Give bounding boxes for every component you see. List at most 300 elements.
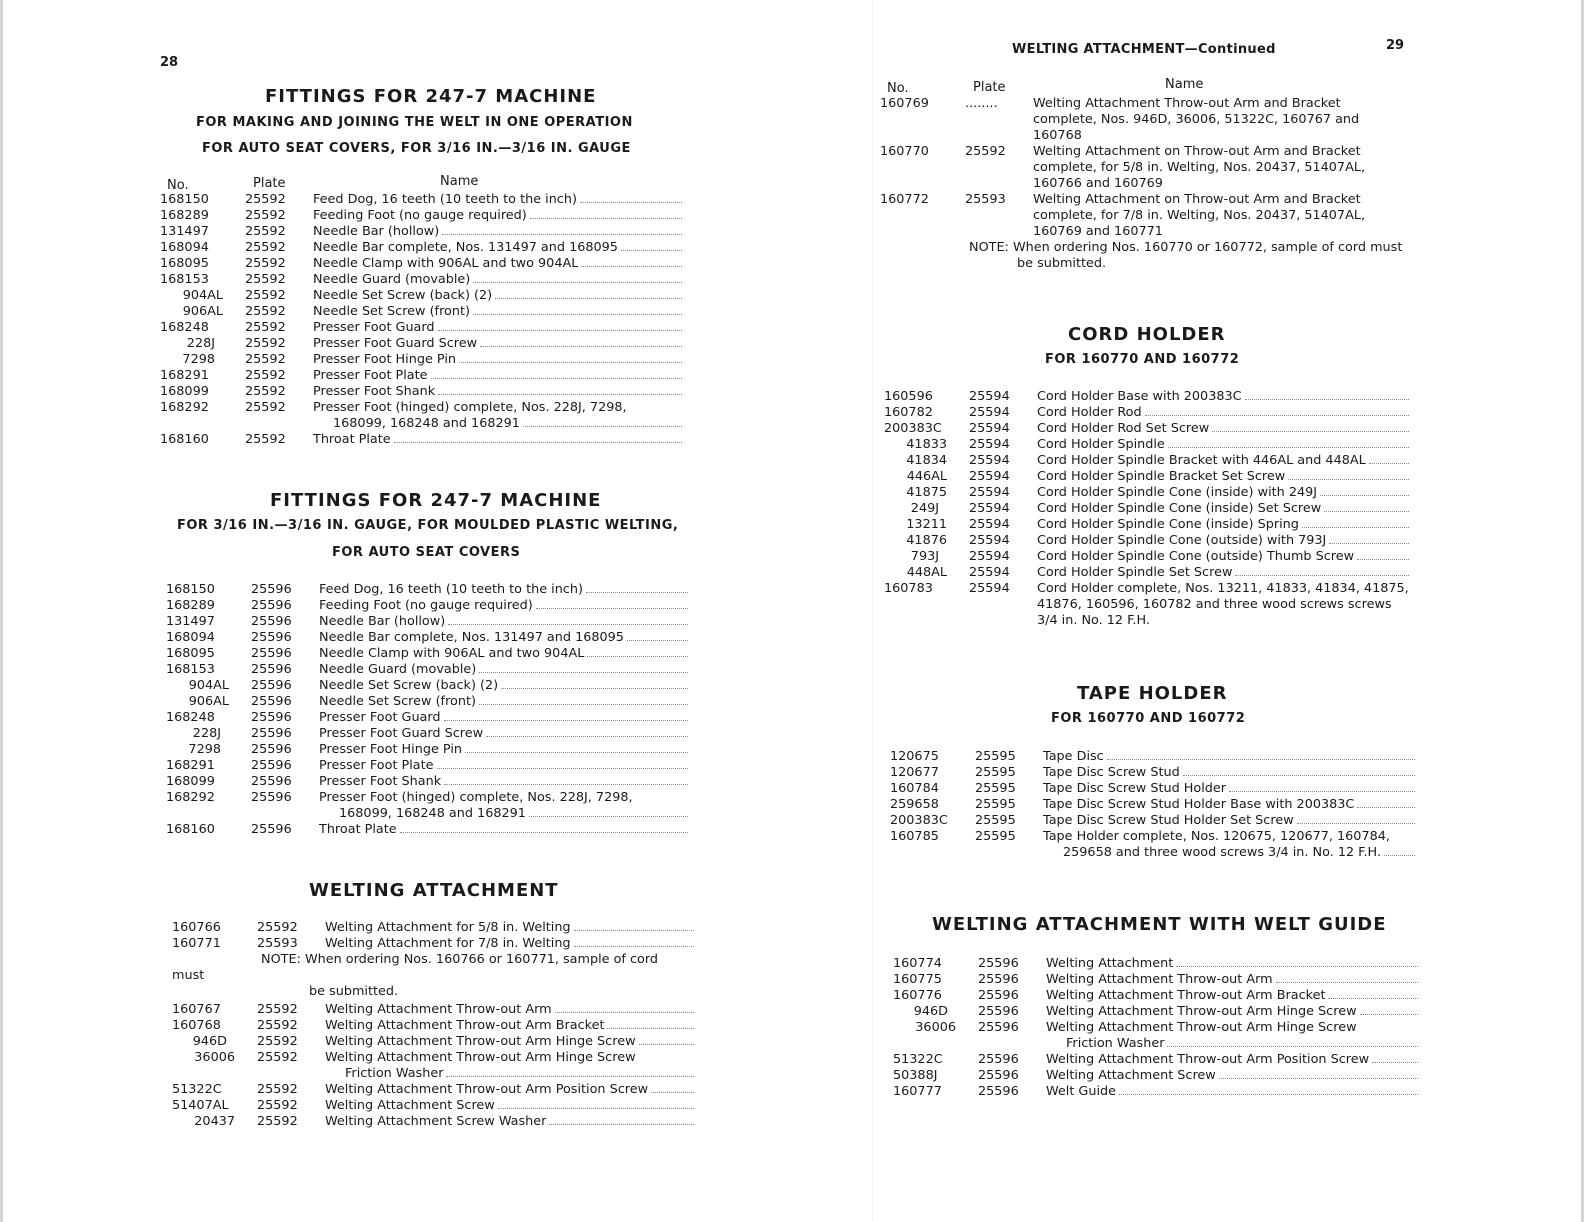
part-number: 120677 <box>890 765 939 780</box>
parts-row <box>160 240 682 256</box>
parts-row-continuation <box>172 1066 694 1082</box>
plate-number: 25592 <box>245 336 286 351</box>
part-number: 200383C <box>884 421 942 436</box>
part-name-cell <box>319 806 688 822</box>
plate-number: 25596 <box>978 988 1019 1003</box>
plate-number: 25596 <box>251 726 292 741</box>
part-number: 446AL <box>906 469 947 484</box>
plate-number: 25592 <box>245 208 286 223</box>
dot-leader <box>1357 807 1415 808</box>
plate-number: 25592 <box>257 1002 298 1017</box>
note-label-right: NOTE: <box>969 240 1009 255</box>
plate-number: 25596 <box>251 758 292 773</box>
part-name-cell <box>325 1066 694 1082</box>
part-name: Presser Foot Guard Screw <box>319 726 484 741</box>
part-name-cell <box>319 630 688 646</box>
dot-leader <box>465 752 688 753</box>
dot-leader <box>1372 1062 1418 1063</box>
dot-leader <box>1167 1046 1418 1047</box>
parts-row <box>884 405 1409 421</box>
plate-number: 25592 <box>245 272 286 287</box>
part-name: Welting Attachment Throw-out Arm Hinge Screw <box>1046 1004 1357 1019</box>
part-number: 120675 <box>890 749 939 764</box>
plate-number: 25596 <box>251 790 292 805</box>
dot-leader <box>536 608 688 609</box>
part-name-cell <box>1043 749 1415 765</box>
dot-leader <box>442 234 682 235</box>
part-name: Needle Bar (hollow) <box>319 614 446 629</box>
plate-number: 25592 <box>257 1050 298 1065</box>
parts-row <box>890 765 1415 781</box>
parts-row <box>166 774 688 790</box>
plate-number: 25594 <box>969 549 1010 564</box>
parts-table-fittings-2 <box>166 582 688 838</box>
part-name: Needle Guard (movable) <box>313 272 471 287</box>
part-number: 906AL <box>182 304 223 319</box>
part-name-cell <box>325 936 694 952</box>
part-number: 160772 <box>880 192 929 207</box>
plate-number: 25592 <box>245 400 286 415</box>
parts-row <box>890 813 1415 829</box>
parts-row <box>884 549 1409 565</box>
dot-leader <box>530 218 682 219</box>
plate-number: 25595 <box>975 749 1016 764</box>
part-number: 160775 <box>893 972 942 987</box>
plate-number: 25596 <box>251 582 292 597</box>
plate-number: 25596 <box>251 822 292 837</box>
parts-row <box>172 1002 694 1018</box>
plate-number: 25594 <box>969 469 1010 484</box>
parts-row <box>166 598 688 614</box>
blank-no <box>160 416 245 432</box>
part-name-cell <box>1046 1052 1418 1068</box>
part-name-cell <box>1046 1036 1418 1052</box>
part-name-continuation: Friction Washer <box>345 1066 444 1081</box>
part-name-cell <box>313 368 682 384</box>
parts-row <box>166 742 688 758</box>
part-name-cell <box>319 646 688 662</box>
dot-leader <box>444 720 688 721</box>
dot-leader <box>639 1044 694 1045</box>
dot-leader <box>1288 479 1409 480</box>
dot-leader <box>1384 855 1415 856</box>
plate-number: 25592 <box>245 240 286 255</box>
part-name-cell <box>1046 1020 1418 1036</box>
part-number: 168291 <box>160 368 209 383</box>
plate-number: 25594 <box>969 389 1010 404</box>
part-name: Cord Holder complete, Nos. 13211, 41833, 41834, 41875, 41876, 160596, 160782 and three wood screws screws 3/4 in. No. 12 F.H. <box>1037 581 1409 628</box>
parts-row <box>160 224 682 240</box>
parts-row <box>160 304 682 320</box>
part-name-cell <box>325 1114 694 1130</box>
part-name-cell <box>1037 517 1409 533</box>
parts-row <box>160 192 682 208</box>
part-name: Cord Holder Spindle <box>1037 437 1165 452</box>
part-name-cell <box>313 320 682 336</box>
part-number: 160767 <box>172 1002 221 1017</box>
plate-number: 25596 <box>251 774 292 789</box>
part-number: 168099 <box>166 774 215 789</box>
dot-leader <box>473 314 682 315</box>
part-number: 36006 <box>194 1050 235 1065</box>
part-number: 168095 <box>166 646 215 661</box>
dot-leader <box>1297 823 1415 824</box>
part-name: Presser Foot Hinge Pin <box>319 742 462 757</box>
dot-leader <box>431 378 682 379</box>
parts-row <box>166 790 688 806</box>
part-name-cell <box>1043 765 1415 781</box>
plate-number: 25596 <box>978 1020 1019 1035</box>
part-name-cell <box>1037 469 1409 485</box>
part-name-cell <box>1043 781 1415 797</box>
part-number: 160768 <box>172 1018 221 1033</box>
section-subtitle-cord-holder: FOR 160770 AND 160772 <box>1045 352 1240 367</box>
part-name: Welting Attachment Throw-out Arm <box>325 1002 552 1017</box>
part-name: Cord Holder Spindle Cone (inside) Spring <box>1037 517 1299 532</box>
dot-leader <box>549 1124 694 1125</box>
plate-number: 25596 <box>251 630 292 645</box>
plate-number: 25596 <box>251 614 292 629</box>
plate-number: 25592 <box>245 320 286 335</box>
plate-number: 25594 <box>969 437 1010 452</box>
part-number: 160776 <box>893 988 942 1003</box>
part-name-continuation: 259658 and three wood screws 3/4 in. No. 12 F.H. <box>1063 845 1382 860</box>
part-name-cell <box>1037 421 1409 437</box>
part-name-cell <box>1046 988 1418 1004</box>
part-name-cell <box>1037 501 1409 517</box>
part-name-cell <box>1037 565 1409 581</box>
part-name: Presser Foot (hinged) complete, Nos. 228J, 7298, <box>319 790 633 805</box>
dot-leader <box>479 704 688 705</box>
dot-leader <box>607 1028 694 1029</box>
part-number: 160596 <box>884 389 933 404</box>
plate-number: 25592 <box>257 1098 298 1113</box>
part-name: Presser Foot Plate <box>319 758 434 773</box>
part-number: 41876 <box>906 533 947 548</box>
part-name: Tape Disc Screw Stud Holder <box>1043 781 1227 796</box>
part-name-cell <box>313 240 682 256</box>
parts-row <box>893 956 1418 972</box>
plate-number: 25595 <box>975 781 1016 796</box>
parts-row <box>160 336 682 352</box>
parts-row <box>890 797 1415 813</box>
part-name-cell <box>1037 533 1409 549</box>
plate-number: 25596 <box>978 1052 1019 1067</box>
part-name: Tape Holder complete, Nos. 120675, 120677, 160784, <box>1043 829 1390 844</box>
plate-number: 25596 <box>251 646 292 661</box>
blank-no <box>890 845 975 861</box>
part-name: Welting Attachment Throw-out Arm Bracket <box>1046 988 1326 1003</box>
part-number: 200383C <box>890 813 948 828</box>
part-number: 168160 <box>160 432 209 447</box>
welting-note-right <box>880 240 1405 272</box>
section-title-welting: WELTING ATTACHMENT <box>309 880 559 901</box>
dot-leader <box>651 1092 694 1093</box>
part-name: Welting Attachment for 7/8 in. Welting <box>325 936 571 951</box>
part-number: 160784 <box>890 781 939 796</box>
part-number: 168150 <box>160 192 209 207</box>
welting-rows-a <box>172 920 694 952</box>
part-name-cell <box>325 920 694 936</box>
part-name-cell <box>319 726 688 742</box>
part-name-cell <box>1043 829 1415 845</box>
section-title-cord-holder: CORD HOLDER <box>1068 324 1226 345</box>
blank-plate <box>257 1066 325 1082</box>
part-name: Welting Attachment Throw-out Arm Bracket <box>325 1018 605 1033</box>
plate-number: 25596 <box>251 710 292 725</box>
part-name: Presser Foot (hinged) complete, Nos. 228J, 7298, <box>313 400 627 415</box>
parts-row <box>880 96 1405 144</box>
parts-row <box>884 453 1409 469</box>
part-name: Needle Set Screw (back) (2) <box>319 678 499 693</box>
part-name: Cord Holder Rod <box>1037 405 1142 420</box>
part-name-cell <box>1046 956 1418 972</box>
scan-edge-left <box>0 0 3 1222</box>
part-number: 168099 <box>160 384 209 399</box>
part-name: Cord Holder Spindle Cone (inside) Set Screw <box>1037 501 1322 516</box>
parts-table-welting-continued <box>880 96 1405 272</box>
running-head: WELTING ATTACHMENT—Continued <box>1012 42 1276 57</box>
part-name: Needle Guard (movable) <box>319 662 477 677</box>
part-name: Welt Guide <box>1046 1084 1116 1099</box>
parts-table-welt-guide <box>893 956 1418 1100</box>
plate-number: 25592 <box>245 224 286 239</box>
part-name-cell <box>1046 1004 1418 1020</box>
plate-number: 25592 <box>245 304 286 319</box>
dot-leader <box>1119 1094 1418 1095</box>
plate-number: 25596 <box>978 1084 1019 1099</box>
parts-row <box>890 781 1415 797</box>
part-name-cell <box>313 208 682 224</box>
plate-number: 25595 <box>975 813 1016 828</box>
dot-leader <box>448 624 688 625</box>
plate-number: 25593 <box>965 192 1006 207</box>
part-number: 168289 <box>160 208 209 223</box>
note-line-2-right: be submitted. <box>1017 256 1107 271</box>
part-name-cell <box>1046 1084 1418 1100</box>
plate-number: 25596 <box>978 956 1019 971</box>
part-name-cell <box>1043 813 1415 829</box>
dot-leader <box>1369 463 1409 464</box>
part-name-cell <box>319 662 688 678</box>
blank-plate <box>245 416 313 432</box>
part-name-cell <box>1037 581 1409 629</box>
page-gutter <box>872 0 873 1222</box>
plate-number: 25594 <box>969 565 1010 580</box>
dot-leader <box>1276 982 1418 983</box>
part-name: Welting Attachment Throw-out Arm <box>1046 972 1273 987</box>
plate-number: 25592 <box>245 288 286 303</box>
dot-leader <box>621 250 682 251</box>
part-name-cell <box>313 304 682 320</box>
part-name: Welting Attachment Throw-out Arm Position Screw <box>1046 1052 1370 1067</box>
part-name: Welting Attachment Throw-out Arm Hinge Screw <box>325 1034 636 1049</box>
parts-row <box>884 389 1409 405</box>
part-name: Cord Holder Spindle Set Screw <box>1037 565 1233 580</box>
part-name: Feeding Foot (no gauge required) <box>313 208 527 223</box>
dot-leader <box>581 266 682 267</box>
parts-row <box>884 421 1409 437</box>
part-name-cell <box>1033 144 1405 192</box>
part-name: Cord Holder Spindle Bracket Set Screw <box>1037 469 1286 484</box>
parts-row <box>166 662 688 678</box>
part-name: Welting Attachment Screw <box>1046 1068 1216 1083</box>
parts-row <box>884 485 1409 501</box>
part-name-cell <box>1033 192 1405 240</box>
part-number: 228J <box>186 336 215 351</box>
dot-leader <box>1212 431 1409 432</box>
parts-row <box>893 1020 1418 1036</box>
part-name: Welting Attachment Throw-out Arm and Bracket complete, Nos. 946D, 36006, 51322C, 160767 and 160768 <box>1033 96 1360 143</box>
section-title-tape-holder: TAPE HOLDER <box>1077 683 1228 704</box>
part-number: 160782 <box>884 405 933 420</box>
part-name-cell <box>1046 972 1418 988</box>
part-number: 7298 <box>182 352 215 367</box>
section-subtitle-fittings-1b: FOR AUTO SEAT COVERS, FOR 3/16 IN.—3/16 IN. GAUGE <box>202 141 631 156</box>
dot-leader <box>529 816 688 817</box>
plate-number: 25594 <box>969 517 1010 532</box>
part-name: Welting Attachment Throw-out Arm Position Screw <box>325 1082 649 1097</box>
dot-leader <box>498 1108 694 1109</box>
plate-number: 25592 <box>245 256 286 271</box>
part-name: Needle Set Screw (front) <box>319 694 476 709</box>
dot-leader <box>1183 775 1415 776</box>
parts-row <box>160 432 682 448</box>
parts-row <box>160 400 682 416</box>
plate-number: 25592 <box>245 352 286 367</box>
plate-number: 25592 <box>245 384 286 399</box>
part-name-cell <box>1037 485 1409 501</box>
part-number: 160771 <box>172 936 221 951</box>
blank-no <box>893 1036 978 1052</box>
plate-number: 25594 <box>969 485 1010 500</box>
part-number: 168094 <box>160 240 209 255</box>
part-number: 13211 <box>906 517 947 532</box>
part-name-cell <box>319 774 688 790</box>
plate-number: 25594 <box>969 501 1010 516</box>
parts-row <box>893 1084 1418 1100</box>
part-number: 41833 <box>906 437 947 452</box>
part-name: Cord Holder Spindle Bracket with 446AL and 448AL <box>1037 453 1366 468</box>
part-name-cell <box>319 694 688 710</box>
parts-row <box>166 614 688 630</box>
parts-row <box>172 1114 694 1130</box>
part-number: 41834 <box>906 453 947 468</box>
part-name-cell <box>319 758 688 774</box>
part-name-cell <box>1043 797 1415 813</box>
part-name-continuation: 168099, 168248 and 168291 <box>333 416 520 431</box>
part-name: Tape Disc Screw Stud Holder Base with 200383C <box>1043 797 1355 812</box>
part-number: 228J <box>192 726 221 741</box>
parts-row <box>172 1098 694 1114</box>
part-number: 168094 <box>166 630 215 645</box>
part-name: Tape Disc <box>1043 749 1104 764</box>
part-name-cell <box>319 598 688 614</box>
parts-row <box>172 1034 694 1050</box>
dot-leader <box>574 946 694 947</box>
dot-leader <box>480 346 682 347</box>
part-number: 259658 <box>890 797 939 812</box>
plate-number: 25592 <box>257 1082 298 1097</box>
part-name: Presser Foot Plate <box>313 368 428 383</box>
dot-leader <box>437 768 688 769</box>
parts-table-fittings-1 <box>160 192 682 448</box>
section-subtitle-tape-holder: FOR 160770 AND 160772 <box>1051 711 1246 726</box>
parts-row <box>160 256 682 272</box>
part-name: Feed Dog, 16 teeth (10 teeth to the inch) <box>313 192 577 207</box>
part-name-cell <box>319 614 688 630</box>
dot-leader <box>1320 495 1409 496</box>
blank-no <box>166 806 251 822</box>
welting-rows-b <box>172 1002 694 1130</box>
part-name: Cord Holder Spindle Cone (outside) with 793J <box>1037 533 1327 548</box>
parts-table-welting <box>172 920 694 1130</box>
part-name: Cord Holder Rod Set Screw <box>1037 421 1210 436</box>
plate-number: 25592 <box>257 1034 298 1049</box>
note-line-2: be submitted. <box>309 984 399 999</box>
dot-leader <box>1302 527 1409 528</box>
part-name: Welting Attachment on Throw-out Arm and Bracket complete, for 5/8 in. Welting, Nos. 20437, 51407AL, 160766 and 160769 <box>1033 144 1366 191</box>
plate-number: 25595 <box>975 765 1016 780</box>
part-name-continuation: Friction Washer <box>1066 1036 1165 1051</box>
dot-leader <box>438 394 682 395</box>
part-number: 906AL <box>188 694 229 709</box>
dot-leader <box>1329 543 1409 544</box>
dot-leader <box>446 1076 694 1077</box>
dot-leader <box>580 202 682 203</box>
parts-row-continuation <box>160 416 682 432</box>
part-name-cell <box>1037 437 1409 453</box>
welting-note <box>172 952 694 1000</box>
part-name: Presser Foot Guard Screw <box>313 336 478 351</box>
part-name: Welting Attachment Screw Washer <box>325 1114 547 1129</box>
part-name-cell <box>1033 96 1405 144</box>
dot-leader <box>1229 791 1415 792</box>
part-number: 160777 <box>893 1084 942 1099</box>
dot-leader <box>1328 998 1418 999</box>
parts-row <box>893 972 1418 988</box>
note-line-1: When ordering Nos. 160766 or 160771, sample of cord must <box>172 952 659 983</box>
plate-number: 25595 <box>975 797 1016 812</box>
part-name-cell <box>313 272 682 288</box>
dot-leader <box>444 784 688 785</box>
parts-row <box>172 1050 694 1066</box>
plate-number: ........ <box>965 96 998 111</box>
dot-leader <box>1235 575 1409 576</box>
part-name-cell <box>325 1034 694 1050</box>
part-number: 131497 <box>166 614 215 629</box>
col-header-plate-right: Plate <box>973 80 1006 95</box>
parts-row <box>172 1018 694 1034</box>
parts-row <box>160 320 682 336</box>
part-name: Needle Clamp with 906AL and two 904AL <box>313 256 579 271</box>
part-number: 904AL <box>182 288 223 303</box>
part-number: 51322C <box>172 1082 222 1097</box>
dot-leader <box>1145 415 1409 416</box>
parts-row-continuation <box>893 1036 1418 1052</box>
dot-leader <box>459 362 682 363</box>
dot-leader <box>1176 966 1418 967</box>
blank-plate <box>251 806 319 822</box>
part-name-cell <box>313 352 682 368</box>
dot-leader <box>486 736 688 737</box>
part-number: 160769 <box>880 96 929 111</box>
plate-number: 25594 <box>969 453 1010 468</box>
part-name-cell <box>1037 453 1409 469</box>
parts-row <box>166 710 688 726</box>
part-name-cell <box>313 432 682 448</box>
part-name-cell <box>1037 549 1409 565</box>
